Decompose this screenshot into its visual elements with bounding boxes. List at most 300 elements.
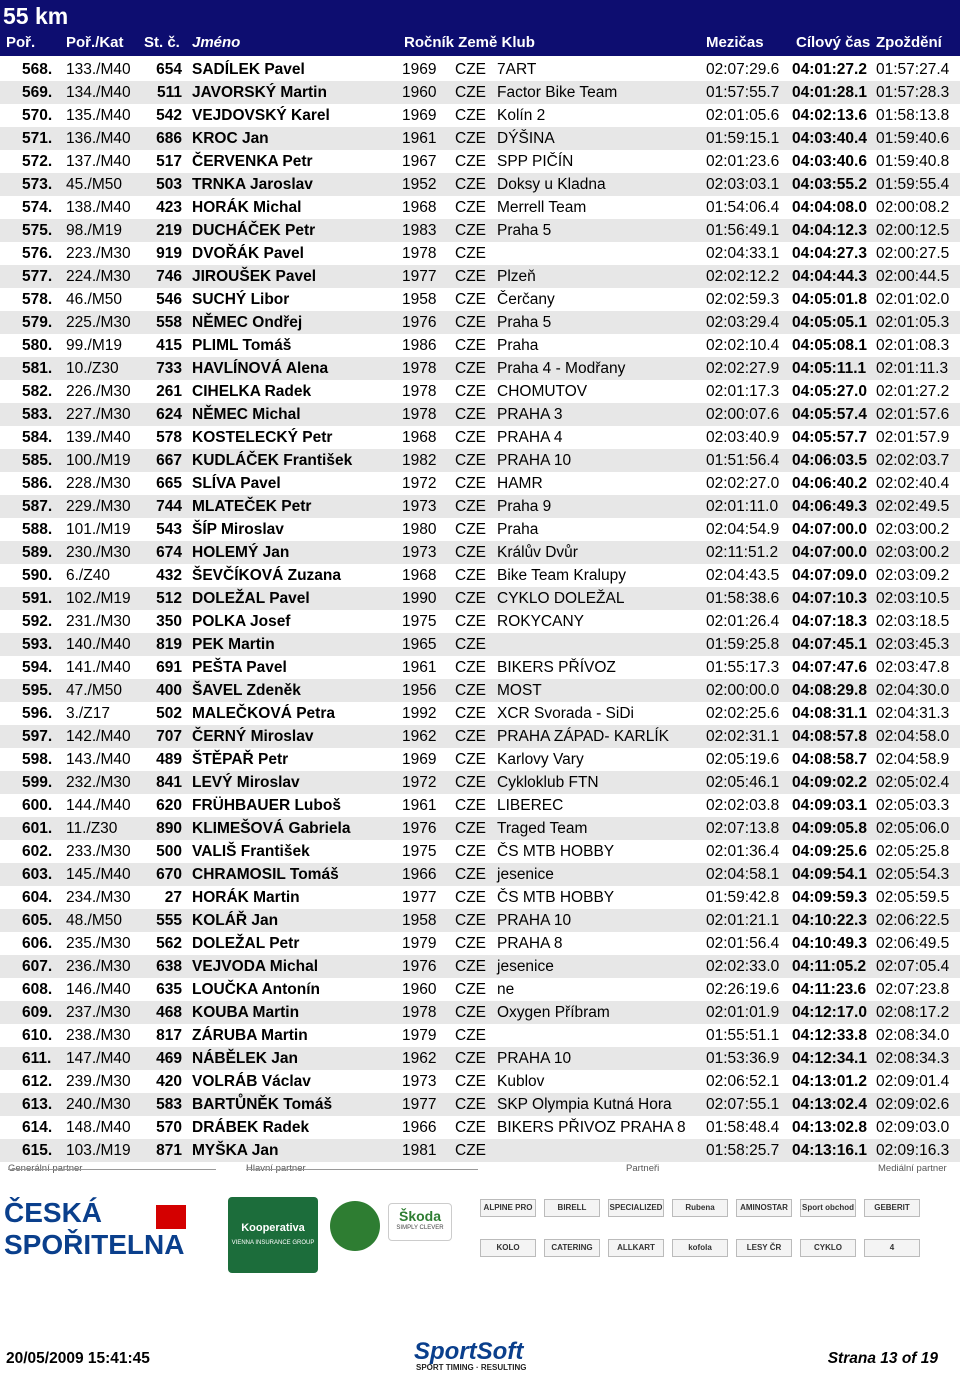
cell-split: 01:58:38.6 [706,590,780,607]
table-row [0,587,960,610]
cell-finish-time: 04:09:03.1 [792,797,867,814]
table-row [0,679,960,702]
cell-club: Cykloklub FTN [497,774,599,791]
cell-pos: 571. [22,130,53,147]
cell-split: 02:02:59.3 [706,291,780,308]
cell-pos: 611. [22,1050,52,1067]
cell-year: 1961 [402,659,437,676]
cell-club: jesenice [497,866,554,883]
table-row [0,472,960,495]
cell-name: VALIŠ František [192,843,310,860]
cell-cat-rank: 138./M40 [66,199,131,216]
cell-split: 02:05:46.1 [706,774,780,791]
cell-split: 02:04:33.1 [706,245,780,262]
cell-nation: CZE [455,1119,486,1136]
results-header [0,0,960,56]
cell-split: 02:02:27.9 [706,360,780,377]
cell-year: 1990 [402,590,437,607]
cell-gap: 02:02:40.4 [876,475,950,492]
cell-year: 1977 [402,268,437,285]
cell-split: 01:57:55.7 [706,84,780,101]
cell-pos: 572. [22,153,53,170]
cell-name: FRÜHBAUER Luboš [192,797,341,814]
cell-gap: 02:04:58.9 [876,751,950,768]
cell-club: Kublov [497,1073,545,1090]
cell-gap: 02:05:59.5 [876,889,950,906]
partner-logo: Rubena [672,1199,728,1217]
cell-bib: 654 [156,61,182,78]
cell-name: NĚMEC Ondřej [192,314,303,331]
cell-finish-time: 04:05:57.4 [792,406,867,423]
cell-gap: 02:01:02.0 [876,291,950,308]
table-row [0,127,960,150]
cell-cat-rank: 101./M19 [66,521,131,538]
cell-year: 1978 [402,245,437,262]
cell-nation: CZE [455,337,486,354]
cell-year: 1973 [402,1073,437,1090]
cell-cat-rank: 145./M40 [66,866,131,883]
cell-gap: 02:02:03.7 [876,452,950,469]
table-row [0,1070,960,1093]
cell-pos: 594. [22,659,53,676]
cell-cat-rank: 133./M40 [66,61,131,78]
cell-year: 1958 [402,291,437,308]
cell-finish-time: 04:04:27.3 [792,245,867,262]
cell-bib: 686 [156,130,182,147]
cell-finish-time: 04:09:54.1 [792,866,867,883]
table-row [0,702,960,725]
cell-name: LOUČKA Antonín [192,981,320,998]
col-header-time: Cílový čas [796,34,871,51]
cell-name: KUDLÁČEK František [192,452,353,469]
cell-club: LIBEREC [497,797,564,814]
table-row [0,1047,960,1070]
cell-gap: 01:59:40.6 [876,130,950,147]
cell-cat-rank: 11./Z30 [66,820,118,837]
cell-nation: CZE [455,820,486,837]
cell-gap: 02:08:17.2 [876,1004,950,1021]
cell-club: PRAHA 10 [497,452,572,469]
cell-split: 01:55:51.1 [706,1027,780,1044]
cell-gap: 02:03:00.2 [876,521,950,538]
cell-finish-time: 04:07:47.6 [792,659,867,676]
cell-nation: CZE [455,360,486,377]
cell-split: 02:01:56.4 [706,935,780,952]
cell-cat-rank: 139./M40 [66,429,131,446]
cell-club: CHOMUTOV [497,383,588,400]
cell-club: Praha [497,521,539,538]
cell-nation: CZE [455,1050,486,1067]
table-row [0,748,960,771]
cell-nation: CZE [455,797,486,814]
cell-cat-rank: 6./Z40 [66,567,110,584]
col-header-kat: Poř./Kat [66,34,124,51]
cell-bib: 400 [156,682,182,699]
cell-pos: 570. [22,107,53,124]
cell-gap: 02:04:58.0 [876,728,950,745]
cell-cat-rank: 142./M40 [66,728,131,745]
cell-name: CIHELKA Radek [192,383,312,400]
table-row [0,1001,960,1024]
cell-pos: 582. [22,383,53,400]
cell-bib: 871 [156,1142,182,1159]
table-row [0,932,960,955]
print-timestamp: 20/05/2009 15:41:45 [6,1350,150,1367]
cell-year: 1972 [402,475,437,492]
kooperativa-subtext: VIENNA INSURANCE GROUP [231,1239,315,1246]
cell-gap: 01:57:28.3 [876,84,950,101]
cell-club: Factor Bike Team [497,84,618,101]
cell-year: 1978 [402,383,437,400]
cell-name: ČERNÝ Miroslav [192,728,314,745]
cell-bib: 691 [156,659,182,676]
cell-nation: CZE [455,590,486,607]
cell-gap: 02:03:45.3 [876,636,950,653]
cell-finish-time: 04:07:00.0 [792,544,867,561]
skoda-subtext: SIMPLY CLEVER [396,1225,444,1231]
cell-nation: CZE [455,61,486,78]
cell-pos: 581. [22,360,53,377]
cell-split: 02:02:33.0 [706,958,780,975]
logo-text-line2: SPOŘITELNA [4,1229,185,1260]
cell-bib: 512 [156,590,182,607]
cell-split: 02:02:27.0 [706,475,780,492]
cell-cat-rank: 229./M30 [66,498,131,515]
cell-split: 02:03:40.9 [706,429,780,446]
cell-split: 02:02:03.8 [706,797,780,814]
cell-cat-rank: 231./M30 [66,613,131,630]
table-row [0,449,960,472]
cell-year: 1977 [402,889,437,906]
media-partner-label: Mediální partner [878,1163,947,1174]
cell-split: 02:02:31.1 [706,728,780,745]
cell-year: 1973 [402,544,437,561]
cell-bib: 638 [156,958,182,975]
cell-year: 1960 [402,981,437,998]
cell-nation: CZE [455,774,486,791]
cell-bib: 890 [156,820,182,837]
cell-year: 1952 [402,176,437,193]
cell-nation: CZE [455,107,486,124]
cell-split: 02:04:58.1 [706,866,780,883]
ceska-sporitelna-logo [4,1197,214,1265]
cell-bib: 415 [156,337,182,354]
cell-finish-time: 04:03:55.2 [792,176,867,193]
cell-gap: 02:00:27.5 [876,245,950,262]
cell-pos: 607. [22,958,53,975]
cell-name: KOLÁŘ Jan [192,912,279,929]
partner-logo: Sport obchod [800,1199,856,1217]
cell-finish-time: 04:10:49.3 [792,935,867,952]
table-row [0,380,960,403]
cell-cat-rank: 100./M19 [66,452,131,469]
cell-club: SPP PIČÍN [497,153,574,170]
cell-nation: CZE [455,751,486,768]
cell-club: Oxygen Příbram [497,1004,610,1021]
cell-pos: 568. [22,61,53,78]
cell-split: 02:01:21.1 [706,912,780,929]
cell-year: 1961 [402,797,437,814]
cell-cat-rank: 239./M30 [66,1073,131,1090]
cell-bib: 635 [156,981,182,998]
cell-finish-time: 04:12:34.1 [792,1050,867,1067]
cell-bib: 502 [156,705,182,722]
cell-bib: 420 [156,1073,182,1090]
cell-gap: 02:08:34.3 [876,1050,950,1067]
cell-finish-time: 04:05:08.1 [792,337,867,354]
cell-club: Praha [497,337,539,354]
cell-name: JIROUŠEK Pavel [192,268,317,285]
partner-logo: ALLKART [608,1239,664,1257]
cell-club: Praha 5 [497,222,552,239]
cell-pos: 612. [22,1073,53,1090]
cell-bib: 469 [156,1050,182,1067]
table-row [0,426,960,449]
cell-club: PRAHA 10 [497,912,572,929]
skoda-text: Škoda [398,1208,441,1224]
cell-club: Praha 9 [497,498,552,515]
cell-name: MLATEČEK Petr [192,498,312,515]
cell-pos: 573. [22,176,53,193]
kooperativa-text: Kooperativa [241,1221,305,1234]
divider [8,1169,216,1170]
cell-pos: 589. [22,544,53,561]
cell-club: Doksy u Kladna [497,176,606,193]
cell-name: ŠAVEL Zdeněk [192,682,301,699]
cell-pos: 602. [22,843,53,860]
cell-finish-time: 04:04:08.0 [792,199,867,216]
cell-year: 1977 [402,1096,437,1113]
cell-year: 1976 [402,314,437,331]
cell-bib: 423 [156,199,182,216]
cell-bib: 819 [156,636,182,653]
cell-cat-rank: 147./M40 [66,1050,131,1067]
cell-cat-rank: 233./M30 [66,843,131,860]
cell-finish-time: 04:06:40.2 [792,475,867,492]
cell-name: PLIML Tomáš [192,337,292,354]
cell-club: ČS MTB HOBBY [497,843,615,860]
cell-year: 1967 [402,153,437,170]
cell-name: PEK Martin [192,636,275,653]
cell-bib: 919 [156,245,182,262]
cell-finish-time: 04:08:57.8 [792,728,867,745]
cell-finish-time: 04:03:40.6 [792,153,867,170]
cell-cat-rank: 46./M50 [66,291,123,308]
cell-nation: CZE [455,981,486,998]
cell-finish-time: 04:11:05.2 [792,958,867,975]
cell-bib: 468 [156,1004,182,1021]
partner-logo: CATERING [544,1239,600,1257]
cell-split: 02:03:03.1 [706,176,780,193]
cell-year: 1980 [402,521,437,538]
cell-pos: 575. [22,222,53,239]
cell-pos: 608. [22,981,53,998]
cell-cat-rank: 98./M19 [66,222,123,239]
cell-name: MALEČKOVÁ Petra [192,705,335,722]
cell-gap: 02:01:08.3 [876,337,950,354]
cell-pos: 600. [22,797,53,814]
cell-gap: 02:05:25.8 [876,843,950,860]
cell-finish-time: 04:13:01.2 [792,1073,867,1090]
cell-cat-rank: 226./M30 [66,383,131,400]
table-row [0,334,960,357]
cell-year: 1976 [402,958,437,975]
cell-split: 02:07:29.6 [706,61,780,78]
cell-nation: CZE [455,682,486,699]
table-row [0,725,960,748]
cell-nation: CZE [455,1142,486,1159]
cell-cat-rank: 103./M19 [66,1142,131,1159]
cell-split: 02:04:43.5 [706,567,780,584]
cell-name: CHRAMOSIL Tomáš [192,866,339,883]
cell-name: DOLEŽAL Pavel [192,590,310,607]
partner-logo: KOLO [480,1239,536,1257]
cell-split: 02:01:26.4 [706,613,780,630]
cell-pos: 585. [22,452,53,469]
col-header-st: St. č. [144,34,180,51]
cell-bib: 583 [156,1096,182,1113]
page-footer [0,1338,960,1376]
cell-club: PRAHA 8 [497,935,563,952]
cell-name: DOLEŽAL Petr [192,935,300,952]
cell-nation: CZE [455,567,486,584]
table-row [0,219,960,242]
cell-nation: CZE [455,544,486,561]
cell-name: HAVLÍNOVÁ Alena [192,360,329,377]
cell-nation: CZE [455,613,486,630]
cell-pos: 584. [22,429,53,446]
cell-pos: 596. [22,705,53,722]
cell-nation: CZE [455,866,486,883]
cell-cat-rank: 223./M30 [66,245,131,262]
cell-pos: 586. [22,475,53,492]
cell-year: 1968 [402,429,437,446]
cell-gap: 02:00:08.2 [876,199,950,216]
cell-year: 1976 [402,820,437,837]
cell-split: 02:07:55.1 [706,1096,780,1113]
cell-pos: 583. [22,406,53,423]
cell-split: 02:01:23.6 [706,153,780,170]
cell-bib: 432 [156,567,182,584]
cell-gap: 02:09:03.0 [876,1119,950,1136]
cell-split: 02:01:36.4 [706,843,780,860]
cell-year: 1966 [402,866,437,883]
cell-gap: 02:04:30.0 [876,682,950,699]
cell-nation: CZE [455,935,486,952]
partner-logo: kofola [672,1239,728,1257]
cell-pos: 610. [22,1027,53,1044]
red-logo-mark [156,1205,186,1229]
cell-year: 1981 [402,1142,437,1159]
cell-name: SLÍVA Pavel [192,475,281,492]
cell-club: Karlovy Vary [497,751,584,768]
cell-year: 1968 [402,199,437,216]
cell-name: LEVÝ Miroslav [192,774,300,791]
table-row [0,1024,960,1047]
cell-club: Bike Team Kralupy [497,567,626,584]
table-row [0,518,960,541]
cell-bib: 555 [156,912,182,929]
cell-club: Plzeň [497,268,536,285]
cell-cat-rank: 137./M40 [66,153,131,170]
cell-gap: 02:05:03.3 [876,797,950,814]
cell-finish-time: 04:08:58.7 [792,751,867,768]
cell-year: 1958 [402,912,437,929]
cell-name: KROC Jan [192,130,269,147]
cell-pos: 587. [22,498,53,515]
cell-finish-time: 04:11:23.6 [792,981,867,998]
cell-gap: 01:57:27.4 [876,61,950,78]
cell-pos: 606. [22,935,53,952]
cell-finish-time: 04:05:57.7 [792,429,867,446]
cell-name: VEJVODA Michal [192,958,319,975]
page-number: Strana 13 of 19 [827,1350,938,1367]
cell-year: 1960 [402,84,437,101]
cell-bib: 841 [156,774,182,791]
cell-year: 1962 [402,728,437,745]
cell-split: 01:55:17.3 [706,659,780,676]
cell-year: 1982 [402,452,437,469]
cell-nation: CZE [455,728,486,745]
cell-club: 7ART [497,61,537,78]
cell-cat-rank: 232./M30 [66,774,131,791]
cell-bib: 503 [156,176,182,193]
cell-name: NĚMEC Michal [192,406,301,423]
cell-cat-rank: 102./M19 [66,590,131,607]
cell-cat-rank: 225./M30 [66,314,131,331]
cell-gap: 02:06:49.5 [876,935,950,952]
cell-club: HAMR [497,475,543,492]
cell-bib: 817 [156,1027,182,1044]
cell-year: 1961 [402,130,437,147]
skoda-emblem-icon [330,1201,380,1251]
table-row [0,81,960,104]
cell-nation: CZE [455,843,486,860]
cell-finish-time: 04:05:01.8 [792,291,867,308]
cell-finish-time: 04:08:29.8 [792,682,867,699]
cell-pos: 580. [22,337,53,354]
cell-nation: CZE [455,1004,486,1021]
table-row [0,771,960,794]
cell-split: 02:00:07.6 [706,406,780,423]
cell-name: NÁBĚLEK Jan [192,1050,298,1067]
cell-bib: 546 [156,291,182,308]
cell-pos: 579. [22,314,53,331]
cell-club: Traged Team [497,820,588,837]
cell-finish-time: 04:12:33.8 [792,1027,867,1044]
cell-bib: 517 [156,153,182,170]
cell-cat-rank: 235./M30 [66,935,131,952]
col-header-year-nat-club: Ročník Země Klub [404,34,535,51]
table-row [0,564,960,587]
cell-name: SUCHÝ Libor [192,291,290,308]
cell-bib: 570 [156,1119,182,1136]
cell-gap: 02:01:27.2 [876,383,950,400]
cell-finish-time: 04:01:27.2 [792,61,867,78]
cell-nation: CZE [455,475,486,492]
cell-cat-rank: 234./M30 [66,889,131,906]
table-row [0,173,960,196]
cell-pos: 599. [22,774,53,791]
sportsoft-logo-subtext: SPORT TIMING · RESULTING [416,1363,527,1372]
cell-bib: 511 [156,84,182,101]
cell-gap: 02:09:01.4 [876,1073,950,1090]
cell-finish-time: 04:08:31.1 [792,705,867,722]
partner-logo: SPECIALIZED [608,1199,664,1217]
cell-year: 1979 [402,935,437,952]
table-row [0,104,960,127]
cell-finish-time: 04:05:05.1 [792,314,867,331]
